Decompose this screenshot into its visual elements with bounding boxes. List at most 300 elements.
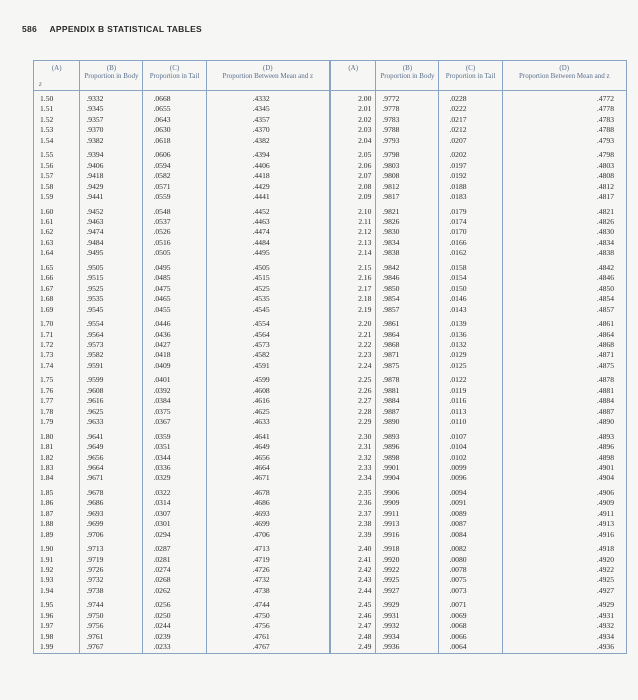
z-value-cell: 1.75: [40, 375, 54, 385]
col-header-c-right: (C) Proportion in Tail: [439, 61, 502, 91]
tail-proportion-cell: .0344: [143, 453, 206, 463]
z-value-cell: 2.11: [330, 217, 376, 227]
tail-proportion-cell: .0537: [143, 217, 206, 227]
body-proportion-cell: .9812: [376, 182, 439, 192]
body-proportion-cell: .9535: [80, 294, 143, 304]
z-value-cell: 1.95: [40, 600, 54, 610]
tail-proportion-cell: .0314: [143, 498, 206, 508]
mean-to-z-cell: .4778: [502, 104, 626, 114]
body-proportion-cell: .9788: [376, 125, 439, 135]
z-value-cell: 1.78: [40, 406, 54, 416]
z-value-cell: 1.80: [40, 431, 54, 441]
body-proportion-cell: .9909: [376, 498, 439, 508]
z-value-cell: 2.29: [330, 417, 376, 427]
mean-to-z-cell: .4901: [502, 463, 626, 473]
table-row: [34, 417, 626, 427]
mean-to-z-cell: .4909: [502, 498, 626, 508]
table-row: [34, 371, 626, 385]
mean-to-z-cell: .4515: [206, 273, 330, 283]
body-proportion-cell: .9545: [80, 305, 143, 315]
body-proportion-cell: .9726: [80, 565, 143, 575]
tail-proportion-cell: .0096: [439, 473, 502, 483]
body-proportion-cell: .9783: [376, 115, 439, 125]
body-proportion-cell: .9893: [376, 428, 439, 442]
mean-to-z-cell: .4738: [206, 586, 330, 596]
tail-proportion-cell: .0465: [143, 294, 206, 304]
body-proportion-cell: .9573: [80, 340, 143, 350]
table-row: [34, 350, 626, 360]
tail-proportion-cell: .0262: [143, 586, 206, 596]
body-proportion-cell: .9441: [80, 192, 143, 202]
z-value-cell: 2.46: [330, 611, 376, 621]
mean-to-z-cell: .4418: [206, 171, 330, 181]
tail-proportion-cell: .0274: [143, 565, 206, 575]
tail-proportion-cell: .0495: [143, 259, 206, 273]
tail-proportion-cell: .0455: [143, 305, 206, 315]
z-value-cell: 1.52: [40, 114, 54, 124]
body-proportion-cell: .9904: [376, 473, 439, 483]
z-value-cell: 2.40: [330, 540, 376, 554]
tail-proportion-cell: .0594: [143, 161, 206, 171]
mean-to-z-cell: .4934: [502, 632, 626, 642]
tail-proportion-cell: .0073: [439, 586, 502, 596]
z-value-cell: 1.83: [40, 462, 54, 472]
mean-to-z-cell: .4925: [502, 575, 626, 585]
tail-proportion-cell: .0197: [439, 161, 502, 171]
body-proportion-cell: .9599: [80, 371, 143, 385]
body-proportion-cell: .9922: [376, 565, 439, 575]
z-value-cell: 1.85: [40, 487, 54, 497]
mean-to-z-cell: .4616: [206, 396, 330, 406]
mean-to-z-cell: .4564: [206, 330, 330, 340]
body-proportion-cell: .9925: [376, 575, 439, 585]
body-proportion-cell: .9778: [376, 104, 439, 114]
z-value-cell: 2.25: [330, 371, 376, 385]
tail-proportion-cell: .0116: [439, 396, 502, 406]
z-value-cell: 1.64: [40, 248, 54, 258]
z-value-cell: 1.91: [40, 554, 54, 564]
mean-to-z-cell: .4846: [502, 273, 626, 283]
z-value-cell: 1.88: [40, 519, 54, 529]
table-row: [34, 238, 626, 248]
body-proportion-cell: .9394: [80, 146, 143, 160]
body-proportion-cell: .9591: [80, 361, 143, 371]
z-value-cell: 1.97: [40, 621, 54, 631]
table-row: [34, 555, 626, 565]
tail-proportion-cell: .0222: [439, 104, 502, 114]
body-proportion-cell: .9738: [80, 586, 143, 596]
mean-to-z-cell: .4906: [502, 484, 626, 498]
body-proportion-cell: .9582: [80, 350, 143, 360]
z-value-cell: 2.45: [330, 596, 376, 610]
tail-proportion-cell: .0179: [439, 203, 502, 217]
table-row: [34, 396, 626, 406]
z-value-cell: 2.35: [330, 484, 376, 498]
tail-proportion-cell: .0170: [439, 227, 502, 237]
mean-to-z-cell: .4452: [206, 203, 330, 217]
z-value-cell: 2.36: [330, 498, 376, 508]
body-proportion-cell: .9878: [376, 371, 439, 385]
body-proportion-cell: .9429: [80, 182, 143, 192]
col-header-d: (D) Proportion Between Mean and z: [206, 61, 330, 91]
tail-proportion-cell: .0281: [143, 555, 206, 565]
body-proportion-cell: .9808: [376, 171, 439, 181]
mean-to-z-cell: .4767: [206, 642, 330, 652]
body-proportion-cell: .9750: [80, 611, 143, 621]
z-value-cell: 1.72: [40, 339, 54, 349]
mean-to-z-cell: .4744: [206, 596, 330, 610]
mean-to-z-cell: .4545: [206, 305, 330, 315]
tail-proportion-cell: .0526: [143, 227, 206, 237]
tail-proportion-cell: .0559: [143, 192, 206, 202]
tail-proportion-cell: .0075: [439, 575, 502, 585]
body-proportion-cell: .9357: [80, 115, 143, 125]
body-proportion-cell: .9649: [80, 442, 143, 452]
tail-proportion-cell: .0250: [143, 611, 206, 621]
z-value-cell: 1.60: [40, 206, 54, 216]
mean-to-z-cell: .4608: [206, 386, 330, 396]
z-value-cell: 1.99: [40, 642, 54, 652]
mean-to-z-cell: .4868: [502, 340, 626, 350]
body-proportion-cell: .9920: [376, 555, 439, 565]
mean-to-z-cell: .4495: [206, 248, 330, 258]
body-proportion-cell: .9932: [376, 621, 439, 631]
z-value-cell: 2.06: [330, 161, 376, 171]
z-value-cell: 2.16: [330, 273, 376, 283]
mean-to-z-cell: .4798: [502, 146, 626, 160]
z-value-cell: 1.96: [40, 610, 54, 620]
body-proportion-cell: .9918: [376, 540, 439, 554]
body-proportion-cell: .9803: [376, 161, 439, 171]
body-proportion-cell: .9625: [80, 407, 143, 417]
tail-proportion-cell: .0136: [439, 330, 502, 340]
tail-proportion-cell: .0139: [439, 315, 502, 329]
mean-to-z-cell: .4864: [502, 330, 626, 340]
body-proportion-cell: .9525: [80, 284, 143, 294]
mean-to-z-cell: .4633: [206, 417, 330, 427]
tail-proportion-cell: .0162: [439, 248, 502, 258]
tail-proportion-cell: .0091: [439, 498, 502, 508]
table-row: [34, 596, 626, 610]
body-proportion-cell: .9633: [80, 417, 143, 427]
body-proportion-cell: .9838: [376, 248, 439, 258]
tail-proportion-cell: .0392: [143, 386, 206, 396]
mean-to-z-cell: .4441: [206, 192, 330, 202]
tail-proportion-cell: .0475: [143, 284, 206, 294]
mean-to-z-cell: .4904: [502, 473, 626, 483]
z-value-cell: 2.10: [330, 203, 376, 217]
table-row: [34, 227, 626, 237]
mean-to-z-cell: .4554: [206, 315, 330, 329]
mean-to-z-cell: .4772: [502, 91, 626, 105]
table-row: [34, 484, 626, 498]
tail-proportion-cell: .0516: [143, 238, 206, 248]
table-row: [34, 171, 626, 181]
mean-to-z-cell: .4929: [502, 596, 626, 610]
z-value-cell: 2.33: [330, 463, 376, 473]
z-table-grid: [34, 61, 626, 653]
body-proportion-cell: .9515: [80, 273, 143, 283]
body-proportion-cell: .9332: [80, 91, 143, 105]
tail-proportion-cell: .0202: [439, 146, 502, 160]
mean-to-z-cell: .4713: [206, 540, 330, 554]
body-proportion-cell: .9890: [376, 417, 439, 427]
body-proportion-cell: .9864: [376, 330, 439, 340]
z-value-cell: 1.54: [40, 135, 54, 145]
tail-proportion-cell: .0183: [439, 192, 502, 202]
tail-proportion-cell: .0166: [439, 238, 502, 248]
body-proportion-cell: .9463: [80, 217, 143, 227]
z-value-cell: 2.17: [330, 284, 376, 294]
mean-to-z-cell: .4893: [502, 428, 626, 442]
z-value-cell: 2.02: [330, 115, 376, 125]
z-value-cell: 2.07: [330, 171, 376, 181]
tail-proportion-cell: .0336: [143, 463, 206, 473]
z-value-cell: 1.90: [40, 544, 54, 554]
mean-to-z-cell: .4927: [502, 586, 626, 596]
z-value-cell: 1.77: [40, 396, 54, 406]
page-number: 586: [22, 24, 38, 34]
table-row: [34, 361, 626, 371]
body-proportion-cell: .9846: [376, 273, 439, 283]
mean-to-z-cell: .4871: [502, 350, 626, 360]
tail-proportion-cell: .0066: [439, 632, 502, 642]
tail-proportion-cell: .0129: [439, 350, 502, 360]
tail-proportion-cell: .0143: [439, 305, 502, 315]
mean-to-z-cell: .4649: [206, 442, 330, 452]
tail-proportion-cell: .0446: [143, 315, 206, 329]
z-value-cell: 2.47: [330, 621, 376, 631]
body-proportion-cell: .9850: [376, 284, 439, 294]
tail-proportion-cell: .0548: [143, 203, 206, 217]
mean-to-z-cell: .4842: [502, 259, 626, 273]
tail-proportion-cell: .0212: [439, 125, 502, 135]
z-value-cell: 2.14: [330, 248, 376, 258]
z-value-cell: 2.30: [330, 428, 376, 442]
z-value-cell: 2.13: [330, 238, 376, 248]
mean-to-z-cell: .4932: [502, 621, 626, 631]
col-header-a-right: (A): [330, 61, 376, 91]
body-proportion-cell: .9495: [80, 248, 143, 258]
body-proportion-cell: .9744: [80, 596, 143, 610]
table-row: [34, 248, 626, 258]
table-row: [34, 530, 626, 540]
mean-to-z-cell: .4887: [502, 407, 626, 417]
z-value-cell: 2.42: [330, 565, 376, 575]
mean-to-z-cell: .4525: [206, 284, 330, 294]
z-value-cell: 1.81: [40, 442, 54, 452]
z-value-cell: 2.39: [330, 530, 376, 540]
mean-to-z-cell: .4719: [206, 555, 330, 565]
mean-to-z-cell: .4505: [206, 259, 330, 273]
table-row: [34, 273, 626, 283]
body-proportion-cell: .9406: [80, 161, 143, 171]
mean-to-z-cell: .4591: [206, 361, 330, 371]
mean-to-z-cell: .4484: [206, 238, 330, 248]
z-value-cell: 1.55: [40, 150, 54, 160]
z-value-cell: 1.93: [40, 575, 54, 585]
z-value-cell: 1.67: [40, 283, 54, 293]
z-symbol: z: [39, 80, 42, 88]
z-value-cell: 1.58: [40, 181, 54, 191]
body-proportion-cell: .9554: [80, 315, 143, 329]
body-proportion-cell: .9881: [376, 386, 439, 396]
col-header-b-right: (B) Proportion in Body: [376, 61, 439, 91]
z-value-cell: 2.00: [330, 91, 376, 105]
table-row: [34, 642, 626, 652]
z-value-cell: 2.34: [330, 473, 376, 483]
z-value-cell: 2.32: [330, 453, 376, 463]
table-row: [34, 565, 626, 575]
body-proportion-cell: .9861: [376, 315, 439, 329]
z-value-cell: 1.66: [40, 273, 54, 283]
z-value-cell: 2.28: [330, 407, 376, 417]
z-value-cell: 1.61: [40, 216, 54, 226]
table-row: [34, 407, 626, 417]
tail-proportion-cell: .0307: [143, 509, 206, 519]
body-proportion-cell: .9706: [80, 530, 143, 540]
table-row: [34, 115, 626, 125]
tail-proportion-cell: .0150: [439, 284, 502, 294]
table-row: [34, 284, 626, 294]
body-proportion-cell: .9834: [376, 238, 439, 248]
tail-proportion-cell: .0094: [439, 484, 502, 498]
tail-proportion-cell: .0571: [143, 182, 206, 192]
tail-proportion-cell: .0582: [143, 171, 206, 181]
mean-to-z-cell: .4641: [206, 428, 330, 442]
body-proportion-cell: .9641: [80, 428, 143, 442]
body-proportion-cell: .9656: [80, 453, 143, 463]
table-row: [34, 586, 626, 596]
table-row: [34, 621, 626, 631]
body-proportion-cell: .9616: [80, 396, 143, 406]
mean-to-z-cell: .4656: [206, 453, 330, 463]
table-row: [34, 428, 626, 442]
body-proportion-cell: .9664: [80, 463, 143, 473]
tail-proportion-cell: .0409: [143, 361, 206, 371]
z-value-cell: 1.92: [40, 565, 54, 575]
mean-to-z-cell: .4916: [502, 530, 626, 540]
body-proportion-cell: .9693: [80, 509, 143, 519]
mean-to-z-cell: .4821: [502, 203, 626, 217]
tail-proportion-cell: .0427: [143, 340, 206, 350]
table-row: [34, 498, 626, 508]
mean-to-z-cell: .4693: [206, 509, 330, 519]
z-value-cell: 1.89: [40, 529, 54, 539]
body-proportion-cell: .9916: [376, 530, 439, 540]
z-value-cell: 2.08: [330, 182, 376, 192]
table-row: [34, 192, 626, 202]
z-value-cell: 1.76: [40, 385, 54, 395]
tail-proportion-cell: .0078: [439, 565, 502, 575]
mean-to-z-cell: .4406: [206, 161, 330, 171]
z-value-cell: 2.31: [330, 442, 376, 452]
mean-to-z-cell: .4686: [206, 498, 330, 508]
z-value-cell: 1.98: [40, 631, 54, 641]
mean-to-z-cell: .4911: [502, 509, 626, 519]
table-row: [34, 340, 626, 350]
z-value-cell: 1.62: [40, 227, 54, 237]
tail-proportion-cell: .0071: [439, 596, 502, 610]
col-header-a: (A) z: [34, 61, 80, 91]
z-value-cell: 1.69: [40, 304, 54, 314]
body-proportion-cell: .9756: [80, 621, 143, 631]
table-row: [34, 632, 626, 642]
z-value-cell: 1.50: [40, 94, 54, 103]
tail-proportion-cell: .0082: [439, 540, 502, 554]
tail-proportion-cell: .0158: [439, 259, 502, 273]
table-header: [34, 61, 626, 91]
body-proportion-cell: .9842: [376, 259, 439, 273]
mean-to-z-cell: .4920: [502, 555, 626, 565]
body-proportion-cell: .9931: [376, 611, 439, 621]
mean-to-z-cell: .4878: [502, 371, 626, 385]
body-proportion-cell: .9854: [376, 294, 439, 304]
mean-to-z-cell: .4854: [502, 294, 626, 304]
z-value-cell: 1.86: [40, 498, 54, 508]
z-table: [33, 60, 627, 654]
z-value-cell: 2.43: [330, 575, 376, 585]
body-proportion-cell: .9505: [80, 259, 143, 273]
table-body: [34, 91, 626, 653]
table-row: [34, 136, 626, 146]
mean-to-z-cell: .4599: [206, 371, 330, 385]
tail-proportion-cell: .0089: [439, 509, 502, 519]
z-value-cell: 1.63: [40, 237, 54, 247]
tail-proportion-cell: .0087: [439, 519, 502, 529]
z-value-cell: 1.74: [40, 360, 54, 370]
mean-to-z-cell: .4808: [502, 171, 626, 181]
z-value-cell: 2.12: [330, 227, 376, 237]
body-proportion-cell: .9927: [376, 586, 439, 596]
z-value-cell: 2.26: [330, 386, 376, 396]
col-header-c: (C) Proportion in Tail: [143, 61, 206, 91]
mean-to-z-cell: .4357: [206, 115, 330, 125]
table-row: [34, 182, 626, 192]
body-proportion-cell: .9906: [376, 484, 439, 498]
mean-to-z-cell: .4582: [206, 350, 330, 360]
mean-to-z-cell: .4817: [502, 192, 626, 202]
body-proportion-cell: .9871: [376, 350, 439, 360]
tail-proportion-cell: .0643: [143, 115, 206, 125]
z-value-cell: 1.70: [40, 319, 54, 329]
mean-to-z-cell: .4884: [502, 396, 626, 406]
mean-to-z-cell: .4826: [502, 217, 626, 227]
tail-proportion-cell: .0119: [439, 386, 502, 396]
mean-to-z-cell: .4913: [502, 519, 626, 529]
tail-proportion-cell: .0268: [143, 575, 206, 585]
tail-proportion-cell: .0287: [143, 540, 206, 554]
z-value-cell: 2.20: [330, 315, 376, 329]
tail-proportion-cell: .0233: [143, 642, 206, 652]
z-value-cell: 1.79: [40, 417, 54, 427]
mean-to-z-cell: .4898: [502, 453, 626, 463]
tail-proportion-cell: .0668: [143, 91, 206, 105]
z-value-cell: 2.21: [330, 330, 376, 340]
body-proportion-cell: .9913: [376, 519, 439, 529]
z-value-cell: 2.44: [330, 586, 376, 596]
tail-proportion-cell: .0655: [143, 104, 206, 114]
table-row: [34, 575, 626, 585]
table-row: [34, 386, 626, 396]
mean-to-z-cell: .4761: [206, 632, 330, 642]
tail-proportion-cell: .0146: [439, 294, 502, 304]
mean-to-z-cell: .4875: [502, 361, 626, 371]
z-value-cell: 2.41: [330, 555, 376, 565]
z-value-cell: 1.56: [40, 160, 54, 170]
body-proportion-cell: .9887: [376, 407, 439, 417]
z-value-cell: 2.27: [330, 396, 376, 406]
